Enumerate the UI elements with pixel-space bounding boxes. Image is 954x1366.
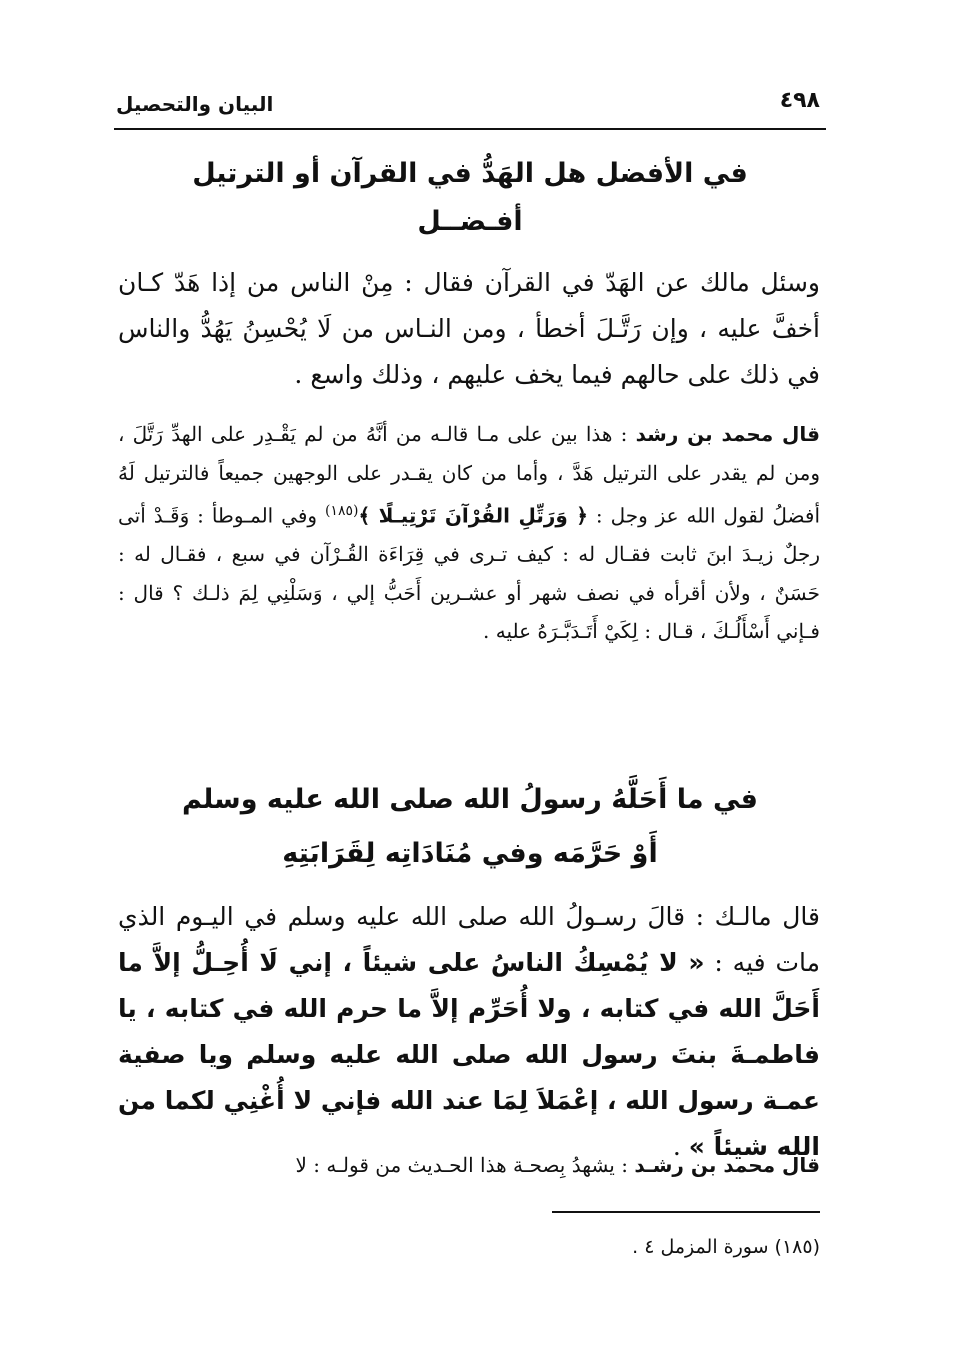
commentary-text-b: وفي المـوطأ : وَقَـدْ أتى رجلٌ زيـدَ ابنَ ثابت فقـال له : كيف تـرى في قِرَاءَة القُـرْآن في سبع ، فقـال له : حَسَنٌ ، ولأن أقرأه في نصف شهر أو عشـرين أَحَبُّ إلي ، وَسَلْنِي لِمَ ذلـك ؟ قال : فـإني أَسْأَلُـكَ ، قـال : لِكَيْ أَتَـدَبَّـرَهُ عليه . bbox=[118, 503, 820, 644]
hadith-end: . bbox=[672, 1132, 689, 1161]
header-divider bbox=[114, 128, 826, 130]
page-header bbox=[116, 88, 824, 124]
section-title-line-2: أفـضــل bbox=[417, 206, 523, 237]
running-title: البيان والتحصيل bbox=[116, 92, 274, 116]
footnote-text: (١٨٥) سورة المزمل ٤ . bbox=[632, 1236, 820, 1258]
section-title-line-1: في الأفضل هل الهَدُّ في القرآن أو الترتيل bbox=[192, 158, 748, 189]
paragraph-hadith bbox=[118, 894, 820, 1170]
hadith-quote: « لا يُمْسِكُ الناسُ على شيئاً ، إني لَا أُحِـلُّ إلاَّ ما أَحَلَّ الله في كتابه ، ولا أُحَرِّم إلاَّ ما حرم الله في كتابه ، يا فاطمـةَ بنتَ رسول الله صلى الله عليه وسلم ويا صفية عمـة رسول الله ، إعْمَلاَ لِمَا عند الله فإني لا أُغْنِي لكما من الله شيئاً » bbox=[118, 948, 820, 1161]
speaker-name: قال محمد بن رشـد bbox=[634, 1153, 820, 1177]
section-title-line-2: أَوْ حَرَّمَه وفي مُنَادَاتِه لِقَرَابَتِهِ bbox=[282, 838, 658, 869]
commentary-text-a: : هذا بين على مـا قالـه من أنَّهُ من لم يَقْـدِر على الهدِّ رَتَّلَ ، ومن لم يقدر على الترتيل هَدَّ ، وأما من كان يقـدر على الوجهين جميعاً فالترتيل لَهُ أفضلُ لقول الله عز وجل : bbox=[118, 422, 820, 528]
footnote-reference: (١٨٥) bbox=[324, 503, 359, 519]
hadith-intro: قال مالـك : قالَ رسـولُ الله صلى الله عليه وسلم في اليـوم الذي مات فيه : bbox=[118, 902, 821, 977]
paragraph-ibn-rushd-commentary-2 bbox=[118, 1146, 820, 1185]
quran-verse: ﴿ وَرَتِّلِ القُرْآنَ تَرْتِيـلًا ﴾ bbox=[358, 503, 589, 528]
section-title-line-1: في ما أَحَلَّهُ رسولُ الله صلى الله عليه وسلم bbox=[181, 784, 758, 815]
page-number: ٤٩٨ bbox=[779, 88, 820, 113]
commentary-text: : يشهدُ بِصحـة هذا الحـديث من قولـه : لا bbox=[295, 1153, 635, 1177]
speaker-name: قال محمد بن رشد bbox=[635, 422, 820, 446]
paragraph-malik-question: وسئل مالك عن الهَدّ في القرآن فقال : مِنْ الناس من إذا هَدّ كـان أخفَّ عليه ، وإن رَتَّـلَ أخطأ ، ومن النـاس من لَا يُحْسِنُ يَهُدُّ والناس في ذلك على حالهم فيما يخف عليهم ، وذلك واسع . bbox=[118, 268, 820, 389]
footnote-divider bbox=[552, 1211, 820, 1213]
paragraph-ibn-rushd-commentary bbox=[118, 415, 820, 651]
